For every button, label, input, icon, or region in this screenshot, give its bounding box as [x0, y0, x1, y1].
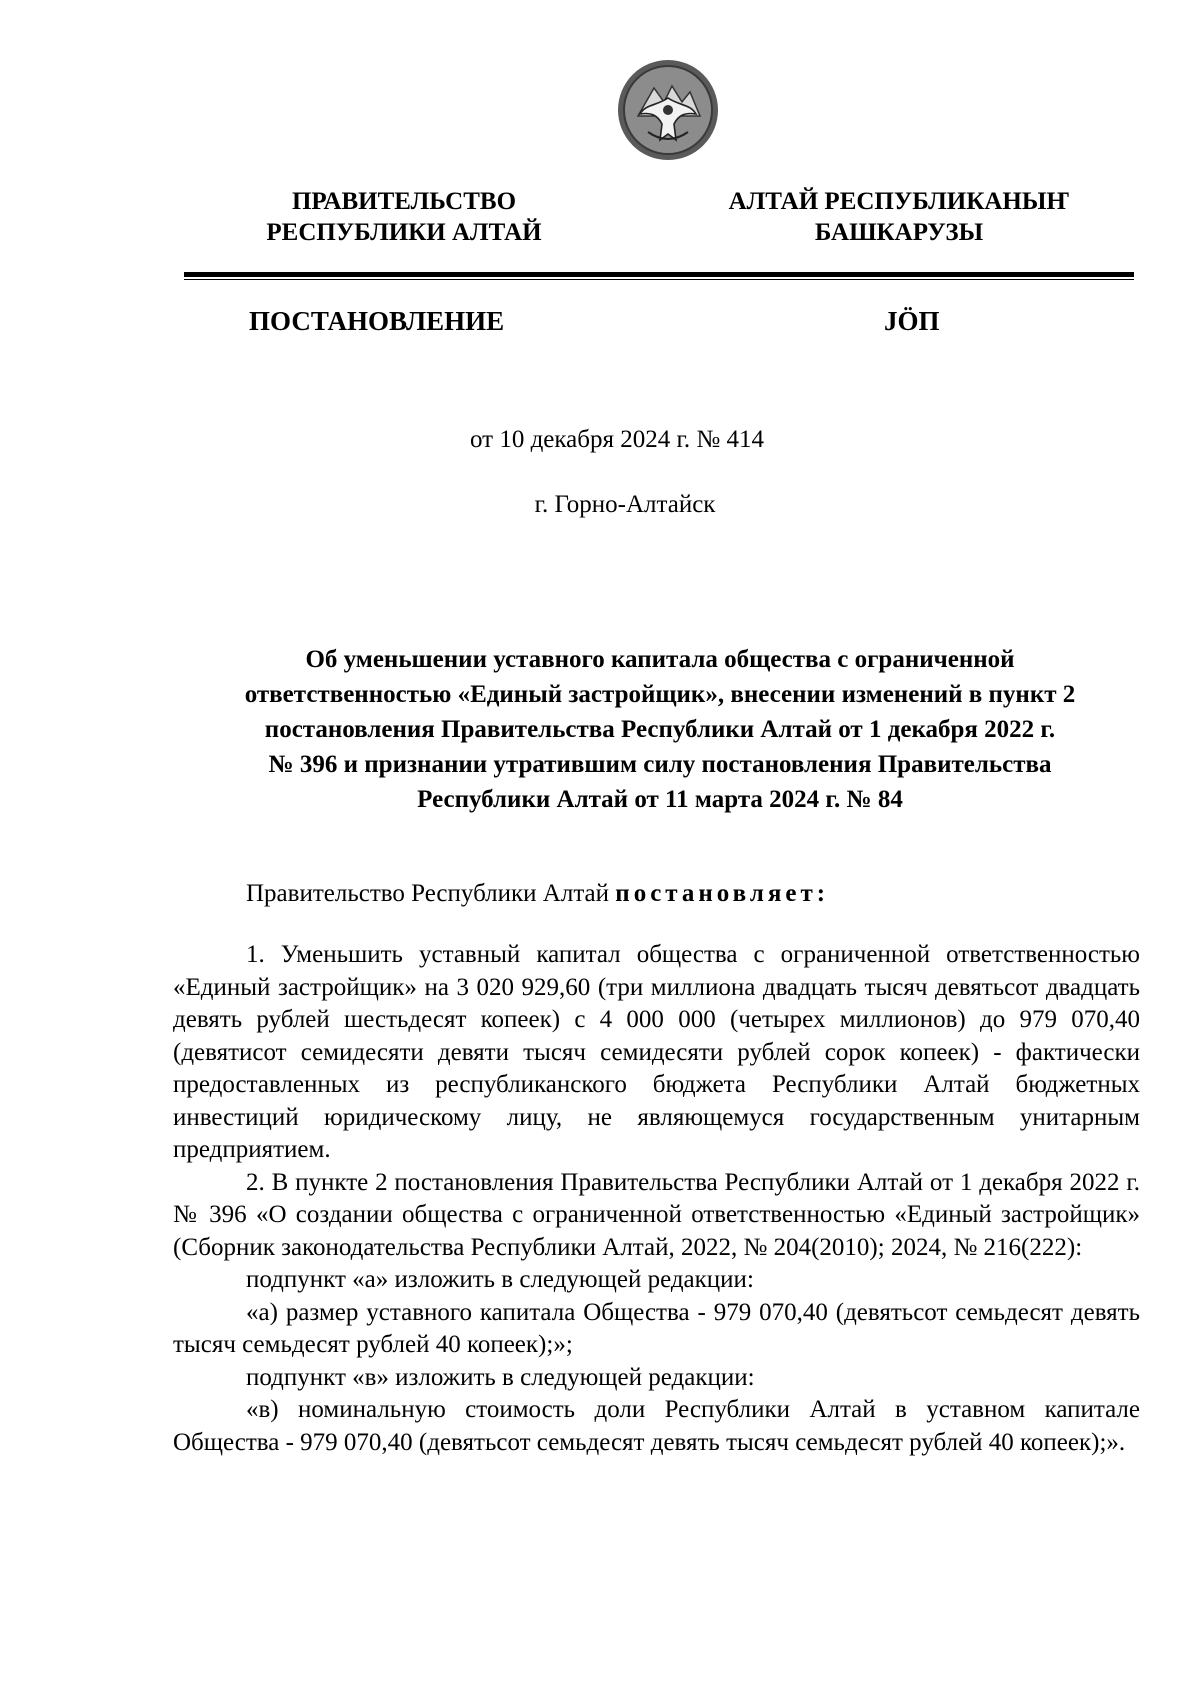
- title-line: № 396 и признании утратившим силу постановления Правительства: [268, 751, 1052, 778]
- doc-type-russian: ПОСТАНОВЛЕНИЕ: [249, 306, 505, 336]
- preamble: [246, 878, 829, 910]
- paragraph-1: 1. Уменьшить уставный капитал общества с ограниченной ответственностью «Единый застройщик» на 3 020 929,60 (три миллиона двадцать тысяч девятьсот двадцать девять рублей шестьдесят копеек) с 4 000 000 (четырех миллионов) до 979 070,40 (девятисот семидесяти девяти тысяч семидесяти рублей сорок копеек) - фактически предоставленных из республиканского бюджета Республики Алтай бюджетных инвестиций юридическому лицу, не являющемуся государственным унитарным предприятием.: [173, 941, 1140, 1163]
- paragraph-subpoint-a-text: «а) размер уставного капитала Общества - 979 070,40 (девятьсот семьдесят девять тысяч семьдесят рублей 40 копеек);»;: [173, 1298, 1140, 1358]
- org-name-russian-line-1: ПРАВИТЕЛЬСТВО: [291, 188, 517, 215]
- org-name-altai-line-2: БАШКАРУЗЫ: [814, 219, 984, 246]
- title-line: Об уменьшении уставного капитала общества с ограниченной: [305, 646, 1015, 673]
- title-line: ответственностью «Единый застройщик», внесении изменений в пункт 2: [244, 681, 1076, 708]
- date-and-number: от 10 декабря 2024 г. № 414: [469, 426, 765, 453]
- title-line: Республики Алтай от 11 марта 2024 г. № 84: [417, 786, 903, 813]
- header-divider: [184, 272, 1134, 277]
- org-name-russian: [236, 186, 572, 248]
- document-title: [180, 642, 1140, 817]
- title-line: постановления Правительства Республики Алтай от 1 декабря 2022 г.: [264, 716, 1056, 743]
- paragraph-subpoint-a-intro: подпункт «а» изложить в следующей редакции:: [246, 1266, 754, 1293]
- paragraph-subpoint-v-text: «в) номинальную стоимость доли Республики Алтай в уставном капитале Общества - 979 070,40 (девятьсот семьдесят девять тысяч семьдесят рублей 40 копеек);».: [173, 1396, 1140, 1456]
- coat-of-arms-altai-icon: [616, 58, 720, 162]
- document-body: [173, 939, 1140, 1459]
- doc-type-altai: JÖП: [884, 306, 940, 336]
- coat-of-arms-emblem: [616, 58, 720, 162]
- org-name-altai: [724, 186, 1074, 248]
- preamble-text: Правительство Республики Алтай: [246, 880, 616, 907]
- preamble-emphasis: постановляет:: [615, 880, 830, 907]
- paragraph-subpoint-v-intro: подпункт «в» изложить в следующей редакции:: [246, 1363, 755, 1391]
- paragraph-2: 2. В пункте 2 постановления Правительства Республики Алтай от 1 декабря 2022 г. № 396 «О создании общества с ограниченной ответственностью «Единый застройщик» (Сборник законодательства Республики Алтай, 2022, № 204(2010); 2024, № 216(222):: [173, 1168, 1140, 1261]
- org-name-russian-line-2: РЕСПУБЛИКИ АЛТАЙ: [266, 219, 542, 246]
- org-name-altai-line-1: АЛТАЙ РЕСПУБЛИКАНЫҤ: [728, 188, 1070, 215]
- city: г. Горно-Алтайск: [534, 491, 716, 518]
- header-divider-thin: [184, 279, 1134, 280]
